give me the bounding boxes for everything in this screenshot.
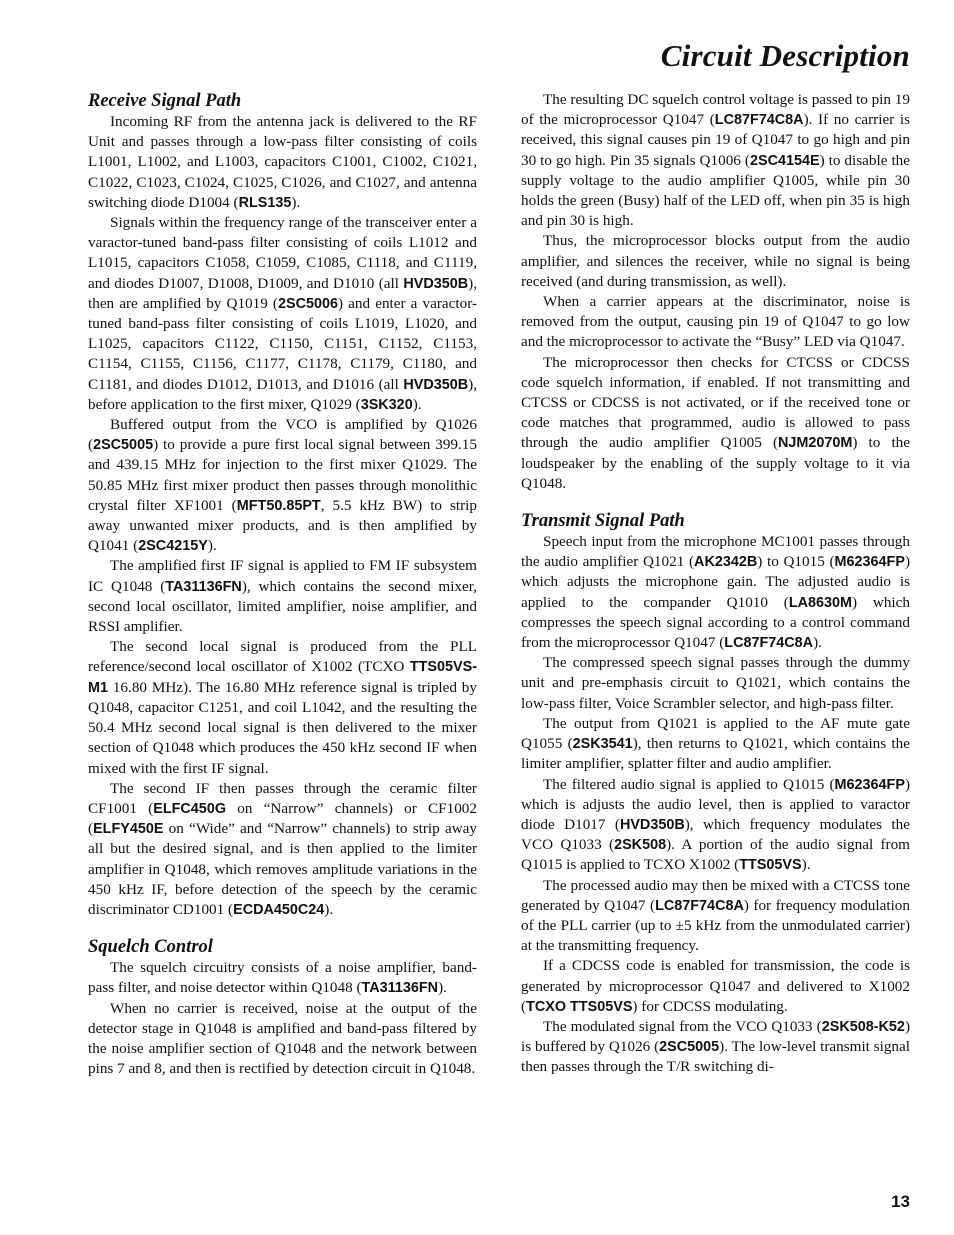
page-number: 13: [891, 1192, 910, 1211]
right-column: [521, 90, 910, 1078]
part-number: 2SK3541: [572, 736, 633, 753]
paragraph: The filtered audio signal is applied to Q1015 (M62364FP) which is adjusts the audio level, then is applied to varactor diode D1017 (HVD350B), which frequency modulates the VCO Q1033 (2SK508). A portion of the audio signal from Q1015 is applied to TCXO X1002 (TTS05VS).: [521, 775, 910, 874]
part-number: TTS05VS: [739, 857, 802, 874]
part-number: LC87F74C8A: [714, 112, 804, 129]
section-heading-receive: Receive Signal Path: [88, 91, 242, 111]
part-number: RLS135: [238, 194, 292, 211]
section-heading-transmit: Transmit Signal Path: [521, 511, 685, 532]
paragraph: If a CDCSS code is enabled for transmission, the code is generated by microprocessor Q1047 and delivered to X1002 (TCXO TTS05VS) for CDCSS modulating.: [521, 957, 910, 1015]
paragraph: The second IF then passes through the ceramic filter CF1001 (ELFC450G on “Narrow” channels) or CF1002 (ELFY450E on “Wide” and “Narrow” channels) to strip away all but the desired signal, and is then applied to the limiter amplifier in Q1048, which removes amplitude variations in the 450 kHz IF, before detection of the speech by the ceramic discriminator CD1001 (ECDA450C24).: [88, 779, 477, 918]
part-number: LC87F74C8A: [655, 897, 744, 914]
paragraph: The compressed speech signal passes through the dummy unit and pre-emphasis circuit to Q1021, which contains the low-pass filter, Voice Scrambler selector, and high-pass filter.: [521, 654, 910, 712]
part-number: 2SC4154E: [749, 152, 820, 169]
paragraph: The processed audio may then be mixed with a CTCSS tone generated by Q1047 (LC87F74C8A) for frequency modulation of the PLL carrier (up to ±5 kHz from the unmodulated carrier) at the transmitting frequency.: [521, 876, 910, 955]
part-number: ELFY450E: [93, 821, 164, 838]
part-number: TA31136FN: [361, 980, 439, 997]
part-number: TTS05VS-M1: [88, 659, 477, 696]
paragraph: The output from Q1021 is applied to the AF mute gate Q1055 (2SK3541), then returns to Q1021, which contains the limiter amplifier, splatter filter and audio amplifier.: [521, 714, 910, 773]
part-number: TA31136FN: [165, 578, 242, 595]
part-number: LA8630M: [788, 594, 853, 611]
part-number: 2SK508-K52: [821, 1018, 905, 1035]
part-number: 2SK508: [614, 837, 667, 854]
part-number: ELFC450G: [153, 800, 227, 817]
paragraph: The resulting DC squelch control voltage is passed to pin 19 of the microprocessor Q1047 (LC87F74C8A). If no carrier is received, this signal causes pin 19 of Q1047 to go high and pin 30 to go high. Pin 35 signals Q1006 (2SC4154E) to disable the supply voltage to the audio amplifier Q1005, while pin 30 holds the green (Busy) half of the LED off, when pin 35 is high and pin 30 is high.: [521, 91, 911, 230]
paragraph: Thus, the microprocessor blocks output from the audio amplifier, and silences the receiver, while no signal is being received (and during transmission, as well).: [521, 232, 910, 290]
paragraph: When a carrier appears at the discriminator, noise is removed from the output, causing pin 19 of Q1047 to go low and the microprocessor to activate the “Busy” LED via Q1047.: [521, 293, 910, 351]
part-number: ECDA450C24: [233, 901, 325, 918]
paragraph: Buffered output from the VCO is amplified by Q1026 (2SC5005) to provide a pure first local signal between 399.15 and 439.15 MHz for injection to the first mixer Q1029. The 50.85 MHz first mixer product then passes through monolithic crystal filter XF1001 (MFT50.85PT, 5.5 kHz BW) to strip away unwanted mixer products, and is then amplified by Q1041 (2SC4215Y).: [88, 416, 477, 555]
part-number: HVD350B: [403, 275, 469, 292]
paragraph: The squelch circuitry consists of a noise amplifier, band-pass filter, and noise detector within Q1048 (TA31136FN).: [88, 959, 477, 997]
part-number: LC87F74C8A: [724, 635, 814, 652]
paragraph: When no carrier is received, noise at the output of the detector stage in Q1048 is amplified and band-pass filtered by the noise amplifier section of Q1048 and the network between pins 7 and 8, and then is rectified by detection circuit in Q1048.: [88, 999, 477, 1078]
part-number: NJM2070M: [778, 435, 853, 452]
part-number: AK2342B: [694, 554, 758, 571]
paragraph: The amplified first IF signal is applied to FM IF subsystem IC Q1048 (TA31136FN), which contains the second mixer, second local oscillator, limited amplifier, noise amplifier, and RSSI amplifier.: [88, 557, 477, 636]
part-number: TCXO TTS05VS: [526, 998, 633, 1015]
paragraph: Speech input from the microphone MC1001 passes through the audio amplifier Q1021 (AK2342B) to Q1015 (M62364FP) which adjusts the microphone gain. The adjusted audio is applied to the compander Q1010 (LA8630M) which compresses the speech signal according to a control command from the microprocessor Q1047 (LC87F74C8A).: [521, 533, 910, 652]
section-heading-squelch: Squelch Control: [88, 937, 213, 958]
part-number: M62364FP: [834, 554, 905, 571]
part-number: MFT50.85PT: [236, 497, 321, 514]
part-number: 3SK320: [360, 396, 413, 413]
part-number: 2SC5006: [278, 295, 339, 312]
paragraph: Signals within the frequency range of the transceiver enter a varactor-tuned band-pass filter consisting of coils L1012 and L1015, capacitors C1058, C1059, C1085, C1118, and C1119, and diodes D1007, D1008, D1009, and D1010 (all HVD350B), then are amplified by Q1019 (2SC5006) and enter a varactor-tuned band-pass filter consisting of coils L1019, L1020, and L1025, capacitors C1122, C1150, C1151, C1152, C1153, C1154, C1155, C1156, C1177, C1178, C1179, C1180, and C1181, and diodes D1012, D1013, and D1016 (all HVD350B), before application to the first mixer, Q1029 (3SK320).: [88, 214, 478, 413]
left-column: [88, 90, 477, 1079]
paragraph: The second local signal is produced from the PLL reference/second local oscillator of X1002 (TCXO TTS05VS-M1 16.80 MHz). The 16.80 MHz reference signal is tripled by Q1048, capacitor C1251, and coil L1042, and the resulting the 50.4 MHz second local signal is then delivered to the mixer section of Q1048 which produces the 450 kHz second IF when mixed with the first IF signal.: [88, 638, 477, 777]
paragraph: The modulated signal from the VCO Q1033 (2SK508-K52) is buffered by Q1026 (2SC5005). The low-level transmit signal then passes through the T/R switching di-: [521, 1017, 910, 1076]
part-number: 2SC4215Y: [138, 538, 208, 555]
paragraph: The microprocessor then checks for CTCSS or CDCSS code squelch information, if enabled. If not transmitting and CTCSS or CDCSS is not activated, or if the received tone or code matches that programmed, audio is allowed to pass through the audio amplifier Q1005 (NJM2070M) to the loudspeaker by the enabling of the supply voltage to it via Q1048.: [521, 353, 910, 492]
part-number: 2SC5005: [93, 437, 154, 454]
part-number: HVD350B: [619, 816, 685, 833]
paragraph: Incoming RF from the antenna jack is delivered to the RF Unit and passes through a low-pass filter consisting of coils L1001, L1002, and L1003, capacitors C1001, C1002, C1021, C1022, C1023, C1024, C1025, C1026, and C1027, and antenna switching diode D1004 (RLS135).: [88, 113, 477, 211]
page-title: Circuit Description: [660, 38, 910, 73]
part-number: M62364FP: [834, 776, 905, 793]
part-number: 2SC5005: [659, 1039, 720, 1056]
part-number: HVD350B: [403, 376, 469, 393]
